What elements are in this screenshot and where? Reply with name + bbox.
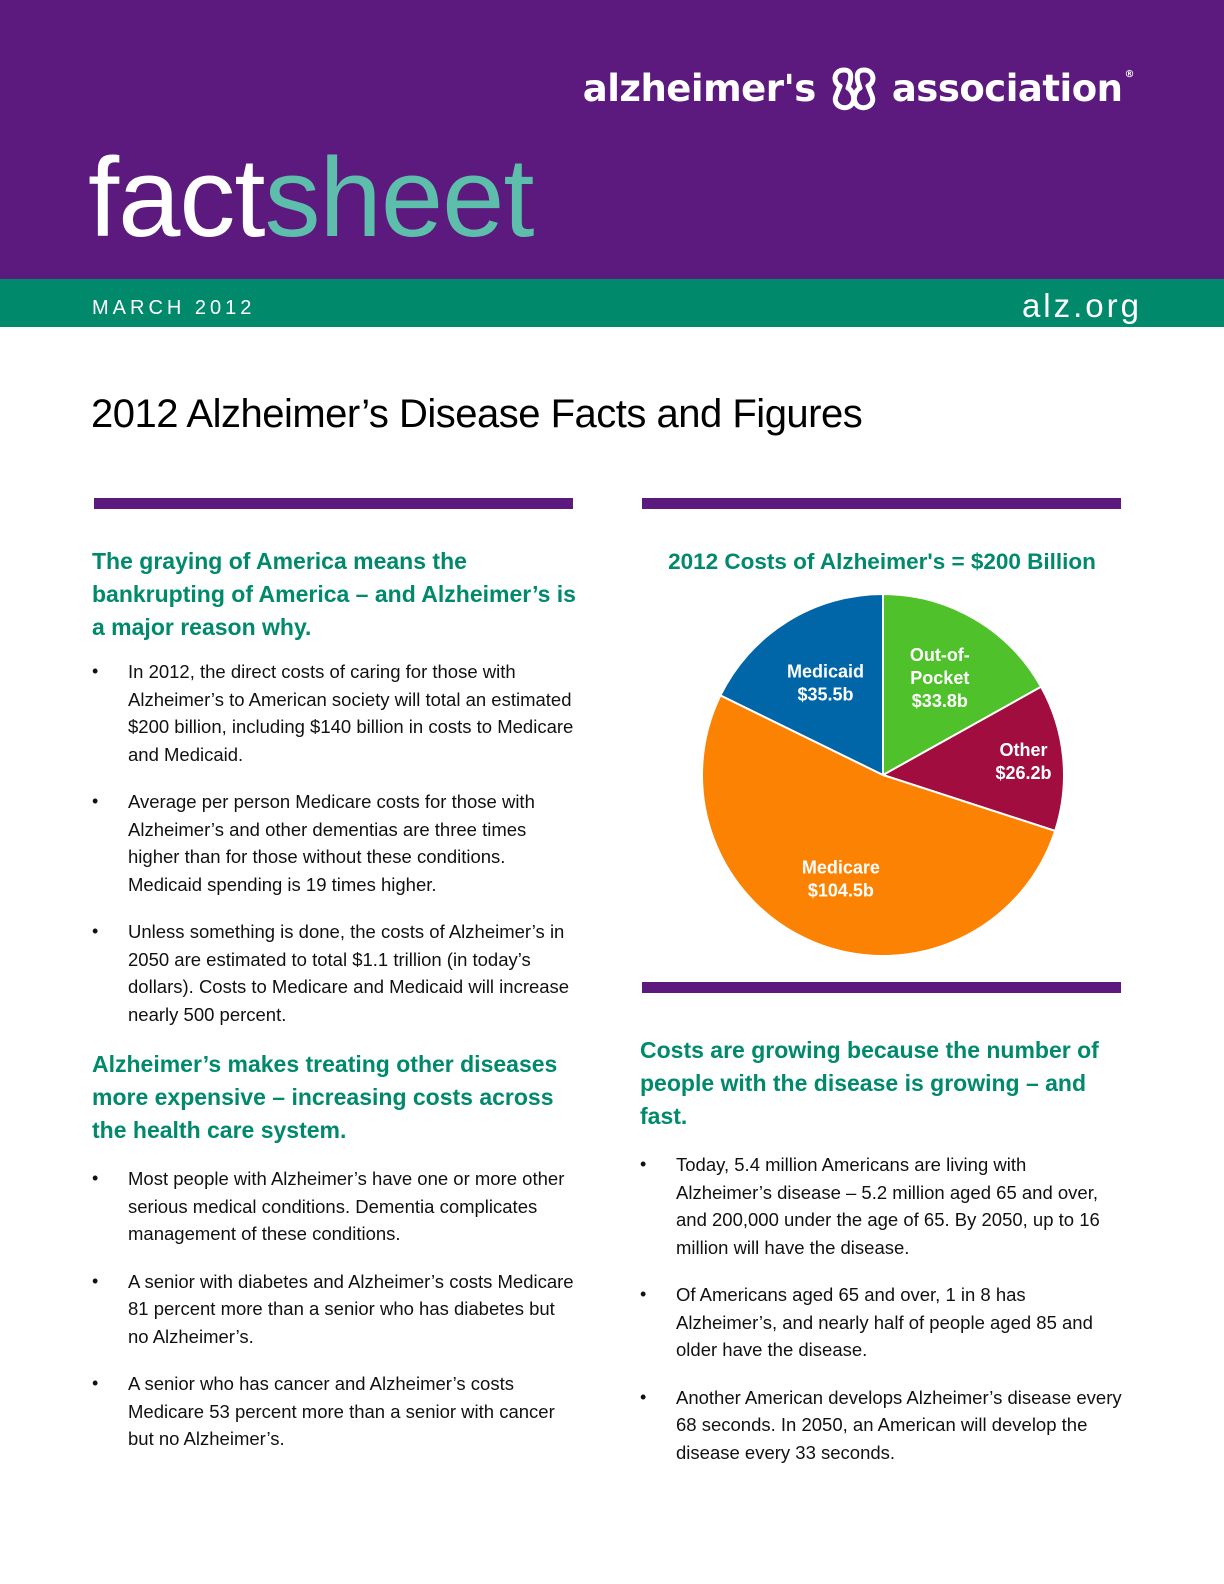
divider-right-middle <box>642 982 1121 993</box>
divider-right-top <box>642 498 1121 509</box>
list-item: • A senior with diabetes and Alzheimer’s costs Medicare 81 percent more than a senior who has diabetes but no Alzheimer’s. <box>92 1268 578 1351</box>
pie-label-out-of-pocket: Out-of-Pocket $33.8b <box>909 645 970 712</box>
right-column <box>640 1034 1126 1486</box>
factsheet-word-sheet: sheet <box>264 135 534 260</box>
pie-label-medicare: Medicare $104.5b <box>801 857 880 901</box>
list-item: • Today, 5.4 million Americans are living with Alzheimer’s disease – 5.2 million aged 65 and over, and 200,000 under the age of 65. By 2050, up to 16 million will have the disease. <box>640 1151 1126 1261</box>
list-item: • Another American develops Alzheimer’s disease every 68 seconds. In 2050, an American will develop the disease every 33 seconds. <box>640 1384 1126 1467</box>
list-item: • Most people with Alzheimer’s have one or more other serious medical conditions. Dementia complicates management of these conditions. <box>92 1165 578 1248</box>
logo-text-alzheimers: alzheimer's <box>582 66 816 110</box>
section-heading-growth: Costs are growing because the number of people with the disease is growing – and fast. <box>640 1037 1099 1129</box>
list-item: • Average per person Medicare costs for those with Alzheimer’s and other dementias are three times higher than for those without these conditions. Medicaid spending is 19 times higher. <box>92 788 578 898</box>
alzheimers-association-purple-icon <box>826 60 882 116</box>
pie-label-medicaid: Medicaid $35.5b <box>787 661 865 705</box>
cost-pie-chart <box>690 585 1076 965</box>
issue-date: MARCH 2012 <box>92 297 256 319</box>
site-url[interactable]: alz.org <box>1021 287 1142 324</box>
bullet-list-growth <box>640 1151 1126 1466</box>
logo <box>583 58 1134 118</box>
section-heading-treatment: Alzheimer’s makes treating other diseases more expensive – increasing costs across the health care system. <box>92 1051 558 1143</box>
factsheet-word-fact: fact <box>88 135 265 260</box>
page-title: 2012 Alzheimer’s Disease Facts and Figures <box>91 392 863 436</box>
bullet-list-costs <box>92 658 578 1028</box>
list-item: • Unless something is done, the costs of Alzheimer’s in 2050 are estimated to total $1.1 trillion (in today’s dollars). Costs to Medicare and Medicaid will increase nearly 500 percent. <box>92 918 578 1028</box>
chart-title: 2012 Costs of Alzheimer's = $200 Billion <box>668 549 1096 574</box>
list-item: • In 2012, the direct costs of caring for those with Alzheimer’s to American society will total an estimated $200 billion, including $140 billion in costs to Medicare and Medicaid. <box>92 658 578 768</box>
date-band <box>0 279 1224 327</box>
factsheet-wordmark <box>88 135 534 260</box>
list-item: • A senior who has cancer and Alzheimer’s costs Medicare 53 percent more than a senior with cancer but no Alzheimer’s. <box>92 1370 578 1453</box>
logo-text-association: association <box>891 66 1123 110</box>
pie-label-other: Other $26.2b <box>995 739 1052 783</box>
left-column <box>92 545 578 1473</box>
section-heading-costs: The graying of America means the bankrupting of America – and Alzheimer’s is a major reason why. <box>92 548 576 640</box>
header-banner <box>0 0 1224 279</box>
registered-mark: ® <box>1124 68 1134 80</box>
divider-left-top <box>94 498 573 509</box>
bullet-list-treatment <box>92 1165 578 1453</box>
list-item: • Of Americans aged 65 and over, 1 in 8 has Alzheimer’s, and nearly half of people aged 85 and older have the disease. <box>640 1281 1126 1364</box>
